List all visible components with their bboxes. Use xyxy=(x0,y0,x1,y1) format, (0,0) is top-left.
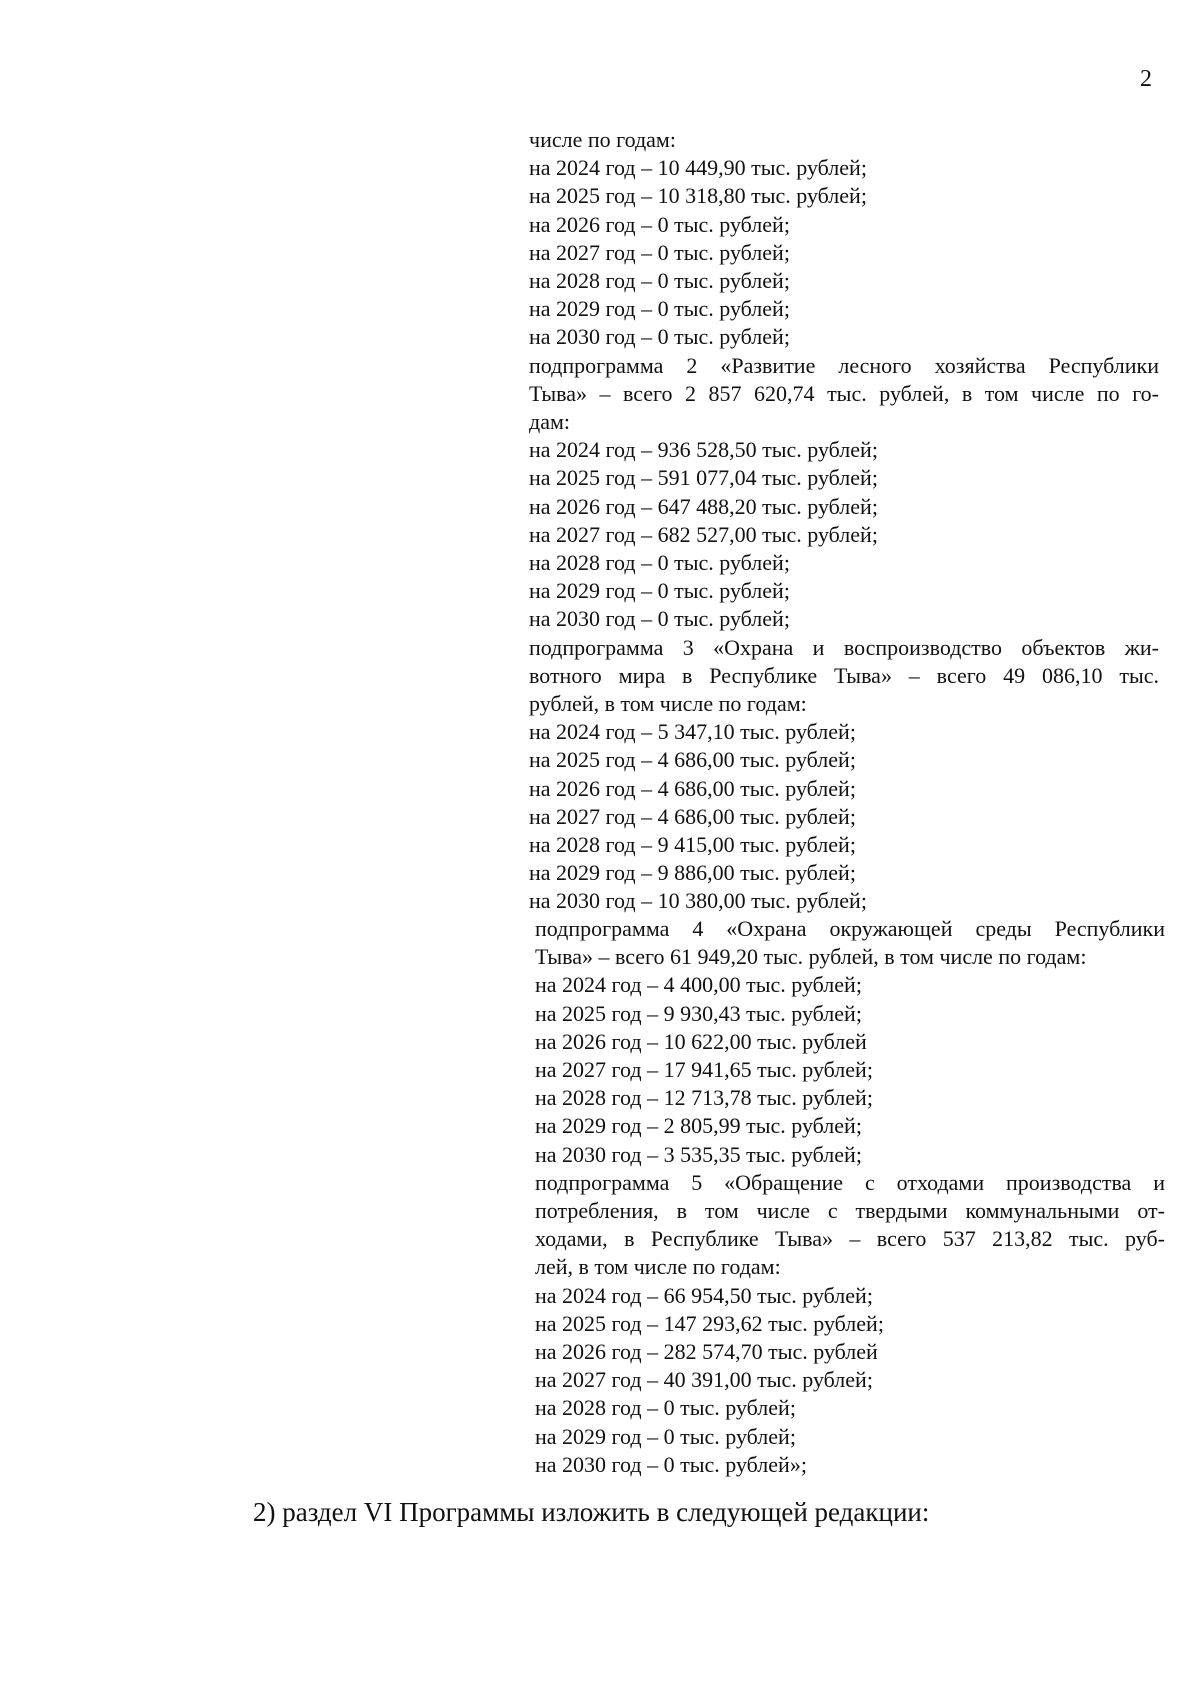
year-line: на 2029 год – 9 886,00 тыс. рублей; xyxy=(529,860,856,886)
year-line: на 2029 год – 0 тыс. рублей; xyxy=(529,578,790,604)
year-line: на 2026 год – 0 тыс. рублей; xyxy=(529,211,790,237)
year-line: на 2028 год – 0 тыс. рублей; xyxy=(529,550,790,576)
year-line: на 2028 год – 12 713,78 тыс. рублей; xyxy=(535,1085,873,1111)
year-line: на 2030 год – 0 тыс. рублей; xyxy=(529,324,790,350)
year-line: на 2026 год – 4 686,00 тыс. рублей; xyxy=(529,775,856,801)
year-line: на 2027 год – 17 941,65 тыс. рублей; xyxy=(535,1057,873,1083)
subprogram-2-heading: Тыва» – всего 2 857 620,74 тыс. рублей, в том числе по го- xyxy=(529,380,1159,406)
year-line: на 2029 год – 2 805,99 тыс. рублей; xyxy=(535,1113,862,1139)
year-line: на 2026 год – 10 622,00 тыс. рублей xyxy=(535,1028,867,1054)
subprogram-2-heading: дам: xyxy=(529,409,570,435)
year-line: на 2030 год – 10 380,00 тыс. рублей; xyxy=(529,888,867,914)
year-line: на 2027 год – 40 391,00 тыс. рублей; xyxy=(535,1367,873,1393)
year-line: на 2026 год – 282 574,70 тыс. рублей xyxy=(535,1339,878,1365)
year-line: на 2025 год – 10 318,80 тыс. рублей; xyxy=(529,183,867,209)
year-line: на 2030 год – 0 тыс. рублей; xyxy=(529,606,790,632)
text-line: числе по годам: xyxy=(529,127,676,152)
year-line: на 2027 год – 0 тыс. рублей; xyxy=(529,239,790,265)
subprogram-5-heading: подпрограмма 5 «Обращение с отходами производства и xyxy=(535,1169,1165,1195)
subprogram-3-heading: подпрограмма 3 «Охрана и воспроизводство объектов жи- xyxy=(529,634,1159,660)
year-line: на 2025 год – 4 686,00 тыс. рублей; xyxy=(529,747,856,773)
page-number: 2 xyxy=(1140,66,1152,92)
subprogram-4-heading: Тыва» – всего 61 949,20 тыс. рублей, в том числе по годам: xyxy=(535,944,1087,970)
text-column-lower xyxy=(535,915,1165,1479)
year-line: на 2024 год – 5 347,10 тыс. рублей; xyxy=(529,719,856,745)
year-line: на 2025 год – 9 930,43 тыс. рублей; xyxy=(535,1000,862,1026)
year-line: на 2028 год – 0 тыс. рублей; xyxy=(535,1395,796,1421)
year-line: на 2024 год – 936 528,50 тыс. рублей; xyxy=(529,437,878,463)
subprogram-5-heading: ходами, в Республике Тыва» – всего 537 213,82 тыс. руб- xyxy=(535,1226,1165,1252)
year-line: на 2024 год – 4 400,00 тыс. рублей; xyxy=(535,972,862,998)
year-line: на 2025 год – 147 293,62 тыс. рублей; xyxy=(535,1310,884,1336)
year-line: на 2028 год – 9 415,00 тыс. рублей; xyxy=(529,832,856,858)
year-line: на 2026 год – 647 488,20 тыс. рублей; xyxy=(529,493,878,519)
section-instruction: 2) раздел VI Программы изложить в следующей редакции: xyxy=(253,1497,930,1527)
year-line: на 2030 год – 0 тыс. рублей»; xyxy=(535,1451,807,1477)
year-line: на 2029 год – 0 тыс. рублей; xyxy=(529,296,790,322)
year-line: на 2030 год – 3 535,35 тыс. рублей; xyxy=(535,1141,862,1167)
subprogram-3-heading: вотного мира в Республике Тыва» – всего 49 086,10 тыс. xyxy=(529,662,1159,688)
year-line: на 2025 год – 591 077,04 тыс. рублей; xyxy=(529,465,878,491)
year-line: на 2024 год – 10 449,90 тыс. рублей; xyxy=(529,155,867,181)
year-line: на 2027 год – 682 527,00 тыс. рублей; xyxy=(529,521,878,547)
year-line: на 2027 год – 4 686,00 тыс. рублей; xyxy=(529,803,856,829)
year-line: на 2029 год – 0 тыс. рублей; xyxy=(535,1423,796,1449)
subprogram-4-heading: подпрограмма 4 «Охрана окружающей среды Республики xyxy=(535,916,1165,941)
subprogram-2-heading: подпрограмма 2 «Развитие лесного хозяйства Республики xyxy=(529,352,1159,378)
subprogram-3-heading: рублей, в том числе по годам: xyxy=(529,691,807,717)
subprogram-5-heading: потребления, в том числе с твердыми коммунальными от- xyxy=(535,1198,1165,1224)
year-line: на 2024 год – 66 954,50 тыс. рублей; xyxy=(535,1282,873,1308)
text-column-upper xyxy=(529,126,1159,916)
year-line: на 2028 год – 0 тыс. рублей; xyxy=(529,268,790,294)
subprogram-5-heading: лей, в том числе по годам: xyxy=(535,1254,781,1280)
